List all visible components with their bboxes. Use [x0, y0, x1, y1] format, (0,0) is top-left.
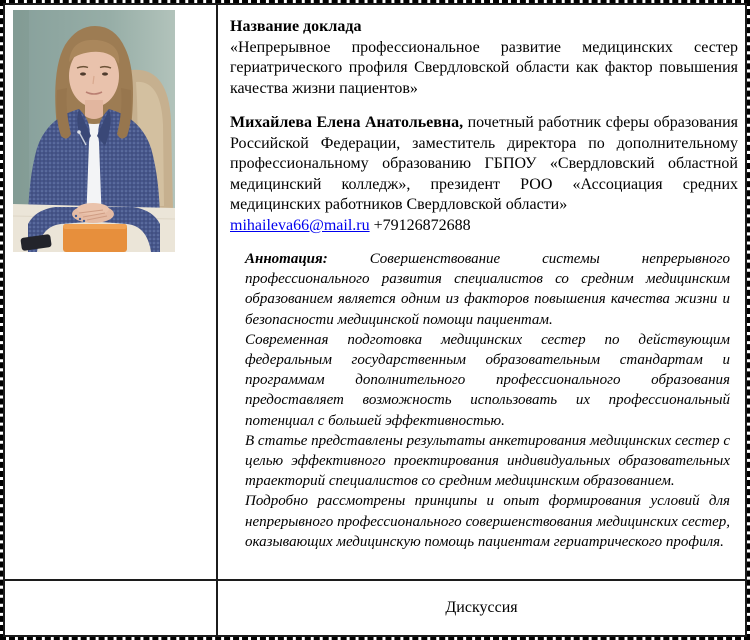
photo-neck	[85, 100, 103, 119]
annotation-paragraph: Подробно рассмотрены принципы и опыт формирования условий для непрерывного профессионального совершенствования медицинских сестер, оказывающих медицинскую помощь пациентам гериатрического профиля.	[245, 493, 730, 550]
bottom-left-cell	[5, 581, 218, 635]
contact-line	[230, 216, 738, 237]
photo-notebook-highlight	[63, 224, 127, 229]
photo-nail-3	[83, 220, 85, 222]
speaker-photo	[13, 10, 175, 252]
author-credentials: почетный работник сферы образования Российской Федерации, заместитель директора по дополнительному профессиональному образованию ГБПОУ «Свердловский областной медицинский колледж», президент РОО «Ассоциация средних медицинских работников Свердловской области»	[230, 114, 739, 213]
report-title: «Непрерывное профессиональное развитие медицинских сестер гериатрического профиля Свердловской области как фактор повышения качества жизни пациентов»	[230, 38, 738, 97]
details-cell	[218, 5, 745, 579]
photo-brooch	[77, 130, 81, 134]
photo-nail-1	[75, 215, 77, 217]
author-name: Михайлева Елена Анатольевна,	[230, 114, 464, 131]
main-row	[5, 5, 745, 581]
bottom-row	[5, 581, 745, 635]
photo-eye-right	[102, 72, 108, 75]
annotation-paragraph: Современная подготовка медицинских сестер по действующим федеральным государственным образовательным стандартам и программам дополнительного профессионального образования предоставляет возможность использовать их профессиональный потенциал с большей эффективностью.	[245, 331, 730, 429]
discussion-cell	[218, 581, 745, 635]
photo-nail-2	[79, 218, 81, 220]
discussion-label: Дискуссия	[445, 599, 518, 616]
annotation-paragraph	[245, 249, 730, 330]
author-paragraph	[230, 113, 738, 216]
annotation-block	[230, 249, 738, 552]
phone-number: +79126872688	[373, 216, 471, 234]
photo-cell	[5, 5, 218, 579]
photo-eye-left	[80, 72, 86, 75]
annotation-text: Совершенствование системы непрерывного профессионального развития специалистов со средним медицинским образованием является одним из факторов повышения качества жизни и безопасности медицинской помощи пациентам.	[245, 251, 730, 328]
annotation-label: Аннотация:	[245, 251, 328, 267]
email-link[interactable]: mihaileva66@mail.ru	[230, 216, 370, 234]
annotation-paragraph: В статье представлены результаты анкетирования медицинских сестер с целью эффективного проектирования индивидуальных образовательных траекторий специалистов со средним медицинским образованием.	[245, 432, 730, 490]
content-table	[3, 3, 747, 637]
report-title-label: Название доклада	[230, 18, 362, 35]
